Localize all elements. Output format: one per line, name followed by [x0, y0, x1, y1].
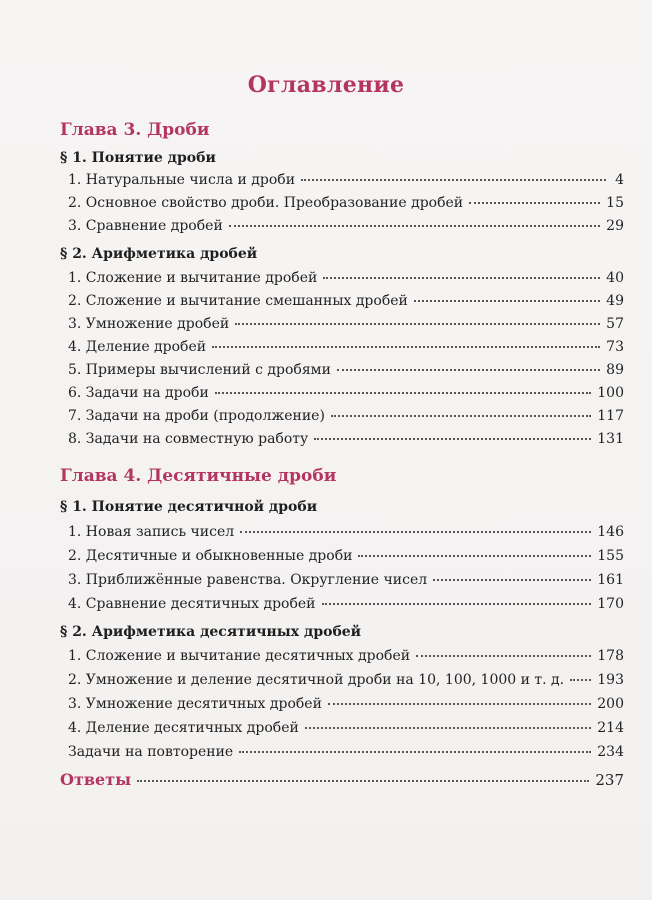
toc-entry-page: 155 — [597, 548, 624, 564]
ch3-section-2-heading: § 2. Арифметика дробей — [60, 246, 258, 262]
toc-entry-page: 29 — [606, 218, 624, 234]
toc-entry-page: 234 — [597, 744, 624, 760]
toc-entry[interactable] — [68, 337, 624, 357]
toc-entry-label: 5. Примеры вычислений с дробями — [68, 362, 331, 378]
chapter-3-heading: Глава 3. Дроби — [60, 120, 210, 140]
toc-entry[interactable] — [68, 406, 624, 426]
dot-leader — [322, 591, 592, 605]
toc-entry-page: 15 — [606, 195, 624, 211]
toc-entry-page: 170 — [597, 596, 624, 612]
dot-leader — [240, 519, 591, 533]
dot-leader — [239, 739, 591, 753]
toc-entry[interactable] — [68, 216, 624, 236]
toc-entry-label: 4. Сравнение десятичных дробей — [68, 596, 316, 612]
toc-entry-page: 146 — [597, 524, 624, 540]
toc-entry-page: 200 — [597, 696, 624, 712]
toc-entry[interactable] — [68, 360, 624, 380]
toc-entry[interactable] — [68, 170, 624, 190]
dot-leader — [212, 334, 600, 348]
toc-entry-label: 2. Десятичные и обыкновенные дроби — [68, 548, 353, 564]
dot-leader — [414, 288, 600, 302]
toc-entry-label: 3. Умножение десятичных дробей — [68, 696, 322, 712]
dot-leader — [358, 543, 591, 557]
toc-entry[interactable] — [68, 268, 624, 288]
toc-entry-label: 4. Деление десятичных дробей — [68, 720, 299, 736]
toc-entry-label: 1. Сложение и вычитание дробей — [68, 270, 318, 286]
dot-leader — [323, 265, 600, 279]
toc-entry-page: 57 — [606, 316, 624, 332]
answers-page: 237 — [595, 771, 624, 789]
dot-leader — [331, 403, 591, 417]
toc-entry-page: 100 — [597, 385, 624, 401]
toc-entry-answers[interactable] — [60, 770, 624, 790]
toc-entry-page: 89 — [606, 362, 624, 378]
dot-leader — [235, 311, 600, 325]
dot-leader — [570, 667, 591, 681]
ch4-section-1-heading: § 1. Понятие десятичной дроби — [60, 499, 318, 515]
chapter-4-heading: Глава 4. Десятичные дроби — [60, 466, 337, 486]
toc-entry[interactable] — [68, 670, 624, 690]
ch4-section-2-heading: § 2. Арифметика десятичных дробей — [60, 624, 362, 640]
toc-entry[interactable] — [68, 646, 624, 666]
toc-entry-label: 3. Сравнение дробей — [68, 218, 223, 234]
toc-entry-label: 6. Задачи на дроби — [68, 385, 209, 401]
toc-entry[interactable] — [68, 314, 624, 334]
toc-entry-page: 161 — [597, 572, 624, 588]
dot-leader — [337, 357, 600, 371]
toc-entry[interactable] — [68, 429, 624, 449]
toc-entry-label: 2. Сложение и вычитание смешанных дробей — [68, 293, 408, 309]
toc-entry-label: 4. Деление дробей — [68, 339, 207, 355]
toc-entry-page: 117 — [597, 408, 624, 424]
toc-entry[interactable] — [68, 522, 624, 542]
ch3-section-1-heading: § 1. Понятие дроби — [60, 150, 216, 166]
toc-entry[interactable] — [68, 546, 624, 566]
toc-entry-page: 40 — [606, 270, 624, 286]
dot-leader — [469, 190, 600, 204]
toc-entry[interactable] — [68, 291, 624, 311]
dot-leader — [215, 380, 591, 394]
toc-entry-label: 7. Задачи на дроби (продолжение) — [68, 408, 325, 424]
toc-entry-page: 214 — [597, 720, 624, 736]
toc-entry-label: 8. Задачи на совместную работу — [68, 431, 309, 447]
toc-entry[interactable] — [68, 570, 624, 590]
dot-leader — [416, 643, 591, 657]
dot-leader — [137, 768, 589, 782]
toc-entry-page: 193 — [597, 672, 624, 688]
toc-entry-label: 1. Натуральные числа и дроби — [68, 172, 296, 188]
toc-entry[interactable] — [68, 594, 624, 614]
toc-entry-page: 131 — [597, 431, 624, 447]
toc-entry[interactable] — [68, 383, 624, 403]
toc-entry[interactable] — [68, 193, 624, 213]
toc-entry-label: Задачи на повторение — [68, 744, 234, 760]
dot-leader — [314, 426, 591, 440]
toc-entry-label: 2. Умножение и деление десятичной дроби на 10, 100, 1000 и т. д. — [68, 672, 565, 688]
toc-entry[interactable] — [68, 694, 624, 714]
toc-entry[interactable] — [68, 742, 624, 762]
toc-entry-page: 178 — [597, 648, 624, 664]
toc-entry-label: 1. Сложение и вычитание десятичных дробей — [68, 648, 411, 664]
toc-entry-label: 2. Основное свойство дроби. Преобразование дробей — [68, 195, 464, 211]
toc-entry-label: 3. Умножение дробей — [68, 316, 230, 332]
toc-entry-label: 3. Приближённые равенства. Округление чисел — [68, 572, 428, 588]
answers-label: Ответы — [60, 770, 132, 789]
toc-entry[interactable] — [68, 718, 624, 738]
dot-leader — [328, 691, 591, 705]
toc-entry-page: 73 — [606, 339, 624, 355]
toc-title: Оглавление — [247, 72, 405, 98]
toc-entry-page: 49 — [606, 293, 624, 309]
toc-entry-page: 4 — [615, 172, 624, 188]
toc-entry-label: 1. Новая запись чисел — [68, 524, 235, 540]
dot-leader — [301, 167, 606, 181]
dot-leader — [433, 567, 591, 581]
dot-leader — [305, 715, 591, 729]
dot-leader — [229, 213, 600, 227]
